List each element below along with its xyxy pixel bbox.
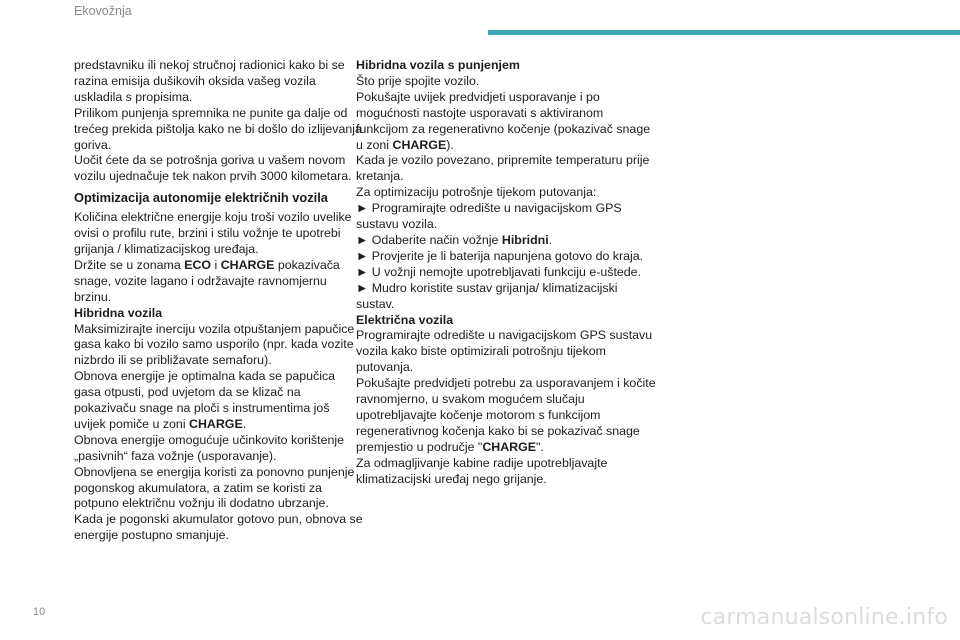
paragraph: Za odmagljivanje kabine radije upotrebljavajte klimatizacijski uređaj nego grijanje. — [356, 455, 608, 486]
paragraph: Obnovljena se energija koristi za ponovno punjenje pogonskog akumulatora, a zatim se koristi za potpuno električnu vožnju ili dodatno ubrzanje. — [74, 464, 355, 511]
right-column — [356, 58, 656, 487]
bullet-item: ► Provjerite je li baterija napunjena gotovo do kraja. — [356, 248, 644, 263]
paragraph: Obnova energije je optimalna kada se papučica gasa otpusti, pod uvjetom da se klizač na pokazivaču snage na ploči s instrumentima još uvijek pomiče u zoni CHARGE. — [74, 369, 336, 431]
keyword-charge: CHARGE — [189, 416, 243, 431]
paragraph: Kada je pogonski akumulator gotovo pun, obnova se energije postupno smanjuje. — [74, 512, 363, 543]
bullet-item: ► Programirajte odredište u navigacijskom GPS sustavu vozila. — [356, 201, 622, 232]
bullet-item: ► Odaberite način vožnje Hibridni. — [356, 232, 553, 247]
header-accent-bar — [488, 30, 960, 35]
header-title: Ekovožnja — [74, 4, 132, 18]
keyword-charge: CHARGE — [220, 257, 275, 272]
subheading-plugin-hybrid: Hibridna vozila s punjenjem — [356, 58, 520, 72]
paragraph: Pokušajte predvidjeti potrebu za usporavanjem i kočite ravnomjerno, u svakom mogućem slučaju upotrebljavajte kočenje motorom s funkcijom regenerativnog kočenja kako bi se pokazivač snage premjestio u područje "CHARGE". — [356, 376, 656, 454]
keyword-charge: CHARGE — [482, 439, 537, 454]
paragraph: Programirajte odredište u navigacijskom GPS sustavu vozila kako biste optimizirali potrošnju tijekom putovanja. — [356, 328, 653, 375]
subheading-hybrid: Hibridna vozila — [74, 305, 163, 320]
paragraph: Kada je vozilo povezano, pripremite temperaturu prije kretanja. — [356, 153, 650, 184]
keyword-eco: ECO — [184, 257, 212, 272]
subheading-electric: Električna vozila — [356, 312, 454, 327]
paragraph: Količina električne energije koju troši vozilo uvelike ovisi o profilu rute, brzini i stilu vožnje te upotrebi grijanja / klimatizacijskog uređaja. — [74, 210, 352, 256]
paragraph: Pokušajte uvijek predvidjeti usporavanje i po mogućnosti nastojte usporavati s aktiviranom funkcijom za regenerativno kočenje (pokazivač snage u zoni CHARGE). — [356, 89, 651, 152]
paragraph: Maksimizirajte inerciju vozila otpuštanjem papučice gasa kako bi vozilo samo usporilo (npr. kada vozite nizbrdo ili se približavate semaforu). — [74, 321, 355, 368]
section-heading: Optimizacija autonomije električnih vozila — [74, 190, 328, 206]
keyword-charge: CHARGE — [392, 137, 447, 152]
paragraph: Prilikom punjenja spremnika ne punite ga dalje od trećeg prekida pištolja kako ne bi došlo do izlijevanja goriva. — [74, 105, 362, 152]
bullet-item: ► Mudro koristite sustav grijanja/ klimatizacijski sustav. — [356, 280, 618, 311]
watermark: carmanualsonline.info — [700, 605, 948, 630]
paragraph: Držite se u zonama ECO i CHARGE pokazivača snage, vozite lagano i održavajte ravnomjernu brzinu. — [74, 257, 340, 304]
bullet-item: ► U vožnji nemojte upotrebljavati funkciju e-uštede. — [356, 264, 642, 279]
keyword-hybrid: Hibridni — [501, 232, 549, 247]
paragraph: Za optimizaciju potrošnje tijekom putovanja: — [356, 185, 597, 200]
page-number: 10 — [33, 606, 46, 618]
paragraph: predstavniku ili nekoj stručnoj radionici kako bi se razina emisija dušikovih oksida vašeg vozila uskladila s propisima. — [74, 58, 345, 104]
paragraph: Obnova energije omogućuje učinkovito korištenje „pasivnih“ faza vožnje (usporavanje). — [74, 432, 344, 463]
paragraph: Što prije spojite vozilo. — [356, 73, 480, 88]
left-column — [74, 58, 364, 544]
paragraph: Uočit ćete da se potrošnja goriva u vašem novom vozilu ujednačuje tek nakon prvih 3000 kilometara. — [74, 153, 352, 184]
